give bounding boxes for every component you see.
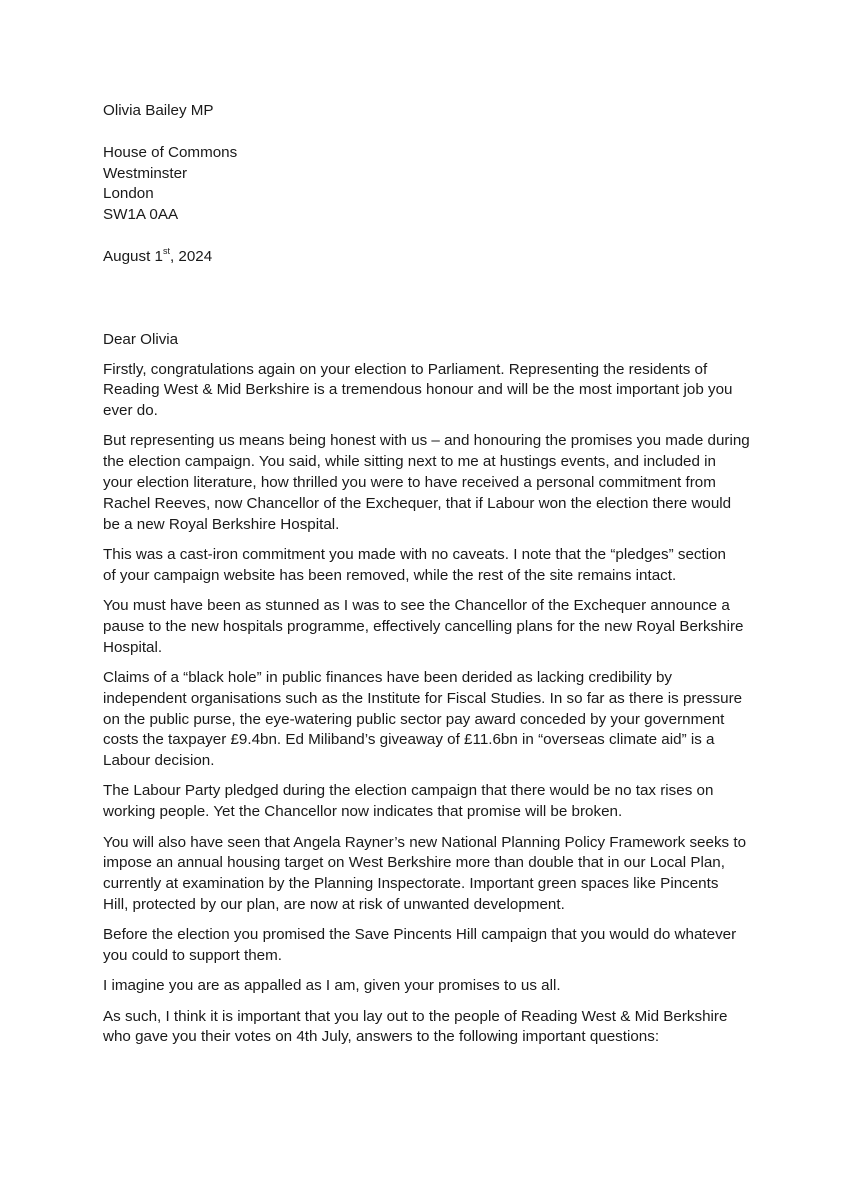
body-paragraph xyxy=(103,833,753,916)
paragraph-line: your election literature, how thrilled you were to have received a personal commitment from xyxy=(103,474,716,492)
date-ordinal-suffix: st xyxy=(162,245,170,256)
body-paragraph xyxy=(103,925,753,967)
paragraph-line: You must have been as stunned as I was to see the Chancellor of the Exchequer announce a xyxy=(103,597,730,615)
paragraph-line: Hospital. xyxy=(103,638,163,656)
address-line: SW1A 0AA xyxy=(103,206,179,224)
salutation: Dear Olivia xyxy=(103,330,179,348)
paragraph-line: working people. Yet the Chancellor now indicates that promise will be broken. xyxy=(103,803,623,821)
paragraph-line: I imagine you are as appalled as I am, given your promises to us all. xyxy=(103,977,561,995)
paragraph-line: who gave you their votes on 4th July, answers to the following important questions: xyxy=(103,1028,660,1046)
date-year: , 2024 xyxy=(169,247,213,265)
letter-page xyxy=(103,101,753,1058)
paragraph-line: on the public purse, the eye-watering public sector pay award conceded by your government xyxy=(103,710,725,728)
paragraph-line: This was a cast-iron commitment you made with no caveats. I note that the “pledges” section xyxy=(103,545,726,563)
body-paragraph xyxy=(103,545,753,587)
paragraph-line: Claims of a “black hole” in public finances have been derided as lacking credibility by xyxy=(103,668,672,686)
paragraph-line: Firstly, congratulations again on your election to Parliament. Representing the residents of xyxy=(103,360,708,378)
paragraph-line: As such, I think it is important that you lay out to the people of Reading West & Mid Berkshire xyxy=(103,1007,728,1025)
paragraph-line: Labour decision. xyxy=(103,752,215,770)
paragraph-line: impose an annual housing target on West Berkshire more than double that in our Local Plan, xyxy=(103,854,725,872)
paragraph-line: You will also have seen that Angela Rayner’s new National Planning Policy Framework seeks to xyxy=(103,833,747,851)
body-paragraph xyxy=(103,360,753,422)
paragraph-line: the election campaign. You said, while sitting next to me at hustings events, and included in xyxy=(103,453,716,471)
body-paragraph xyxy=(103,596,753,658)
letter-body xyxy=(103,360,753,1049)
paragraph-line: Hill, protected by our plan, are now at risk of unwanted development. xyxy=(103,895,565,913)
body-paragraph xyxy=(103,1007,753,1049)
body-paragraph xyxy=(103,668,753,772)
paragraph-line: ever do. xyxy=(103,402,158,420)
paragraph-line: pause to the new hospitals programme, effectively cancelling plans for the new Royal Berkshire xyxy=(103,617,744,635)
body-paragraph xyxy=(103,781,753,823)
paragraph-line: you could to support them. xyxy=(103,947,282,964)
address-line: Westminster xyxy=(103,164,188,182)
address-block xyxy=(103,143,753,226)
body-paragraph xyxy=(103,976,753,997)
address-line: London xyxy=(103,185,154,203)
paragraph-line: The Labour Party pledged during the election campaign that there would be no tax rises on xyxy=(103,782,714,800)
date-text: August 1 xyxy=(103,247,163,265)
paragraph-line: of your campaign website has been removed, while the rest of the site remains intact. xyxy=(103,566,677,584)
paragraph-line: Before the election you promised the Save Pincents Hill campaign that you would do whatever xyxy=(103,926,737,944)
addressee-name: Olivia Bailey MP xyxy=(103,102,214,119)
paragraph-line: Reading West & Mid Berkshire is a tremendous honour and will be the most important job you xyxy=(103,381,733,399)
paragraph-line: But representing us means being honest with us – and honouring the promises you made during xyxy=(103,432,750,450)
paragraph-line: currently at examination by the Planning Inspectorate. Important green spaces like Pincents xyxy=(103,875,719,893)
paragraph-line: be a new Royal Berkshire Hospital. xyxy=(103,515,340,533)
paragraph-line: Rachel Reeves, now Chancellor of the Exchequer, that if Labour won the election there would xyxy=(103,494,732,512)
address-line: House of Commons xyxy=(103,143,238,161)
paragraph-line: costs the taxpayer £9.4bn. Ed Miliband’s giveaway of £11.6bn in “overseas climate aid” is a xyxy=(103,731,715,749)
letter-date xyxy=(103,247,753,268)
body-paragraph xyxy=(103,431,753,535)
paragraph-line: independent organisations such as the Institute for Fiscal Studies. In so far as there is pressure xyxy=(103,689,743,707)
